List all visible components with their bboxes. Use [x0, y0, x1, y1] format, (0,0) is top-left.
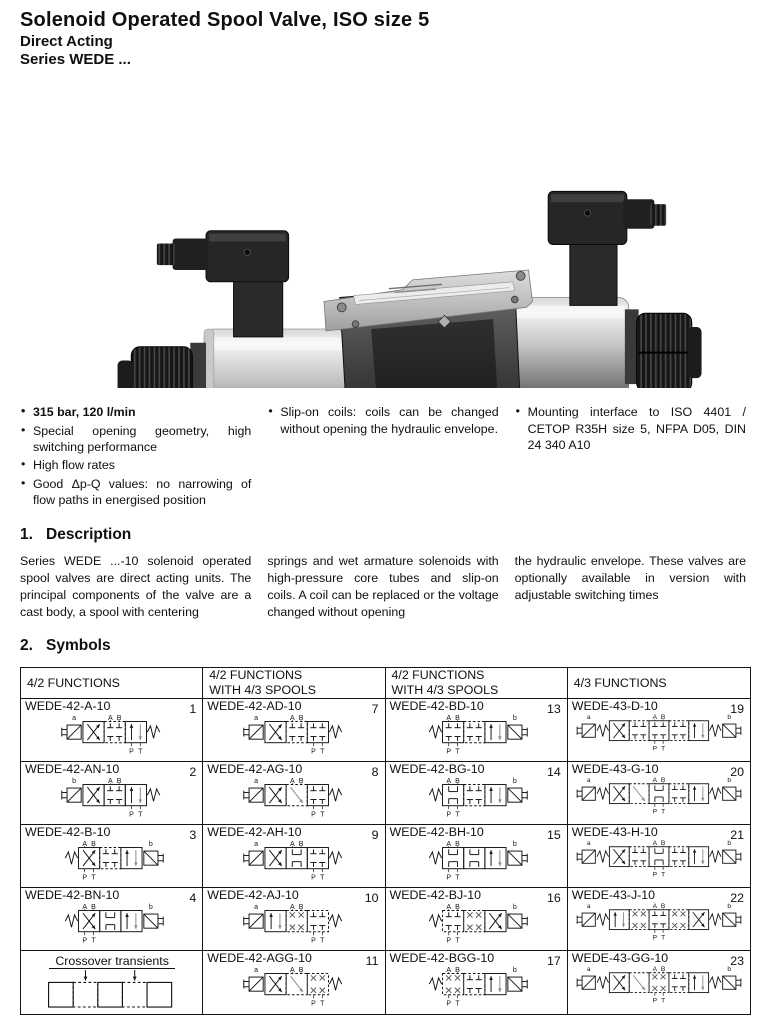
svg-text:b: b	[71, 777, 76, 785]
svg-text:P: P	[310, 748, 316, 756]
svg-text:P: P	[653, 871, 658, 879]
svg-text:P: P	[81, 874, 87, 882]
symbol-number: 21	[730, 827, 744, 842]
svg-text:b: b	[148, 903, 153, 911]
svg-text:b: b	[727, 713, 732, 721]
symbol-number: 16	[546, 890, 561, 905]
svg-text:T: T	[455, 748, 460, 756]
svg-text:a: a	[254, 777, 258, 785]
valve-symbol-diagram	[424, 962, 529, 1008]
svg-text:P: P	[446, 748, 452, 756]
svg-text:T: T	[137, 811, 143, 819]
svg-text:T: T	[320, 1000, 325, 1008]
valve-symbol-diagram	[424, 899, 529, 945]
feature-bullet: • High flow rates	[20, 457, 251, 473]
svg-text:a: a	[587, 902, 591, 910]
page-subtitle-1: Direct Acting	[20, 32, 113, 50]
svg-text:B: B	[298, 777, 304, 785]
svg-text:P: P	[653, 997, 658, 1005]
feature-col-3	[515, 404, 746, 510]
valve-symbol-diagram	[575, 773, 743, 816]
svg-text:T: T	[661, 745, 666, 753]
svg-text:P: P	[310, 1000, 316, 1008]
valve-model-name: WEDE-42-AGG-10	[207, 950, 312, 965]
symbol-cell	[386, 699, 568, 762]
valve-model-name: WEDE-42-BH-10	[389, 824, 484, 839]
svg-text:T: T	[455, 1000, 460, 1008]
symbol-cell	[386, 951, 568, 1014]
svg-text:P: P	[446, 874, 452, 882]
svg-text:T: T	[661, 997, 666, 1005]
valve-symbol-diagram	[242, 773, 347, 819]
svg-text:a: a	[254, 714, 258, 722]
page-header	[20, 9, 746, 69]
symbol-number: 19	[730, 701, 744, 716]
svg-text:P: P	[653, 808, 658, 816]
svg-text:b: b	[727, 902, 732, 910]
svg-text:B: B	[455, 840, 461, 848]
svg-text:b: b	[513, 777, 517, 785]
svg-text:A: A	[653, 902, 658, 910]
page-subtitle-2: Series WEDE ...	[20, 50, 131, 68]
symbol-cell	[568, 762, 750, 825]
svg-text:B: B	[455, 777, 461, 785]
svg-text:T: T	[320, 937, 325, 945]
symbol-number: 10	[364, 890, 379, 905]
svg-text:T: T	[90, 937, 96, 945]
svg-text:A: A	[653, 776, 658, 784]
valve-model-name: WEDE-43-H-10	[571, 824, 658, 839]
svg-text:A: A	[446, 840, 452, 848]
section-number: 1.	[20, 526, 33, 544]
svg-text:P: P	[653, 934, 658, 942]
manual-override-knob-left	[131, 347, 192, 388]
section-title: Symbols	[46, 636, 111, 654]
valve-symbol-diagram	[575, 962, 743, 1005]
symbols-heading	[20, 637, 746, 655]
symbol-number: 9	[371, 827, 379, 842]
symbol-number: 3	[189, 827, 197, 842]
symbol-number: 14	[546, 764, 561, 779]
valve-model-name: WEDE-42-BG-10	[389, 761, 485, 776]
svg-text:A: A	[289, 903, 295, 911]
symbols-col-header: 4/3 FUNCTIONS	[568, 668, 750, 699]
svg-text:b: b	[148, 840, 153, 848]
feature-bullets	[20, 404, 746, 510]
svg-text:A: A	[446, 714, 452, 722]
svg-text:T: T	[320, 874, 325, 882]
valve-symbol-diagram	[60, 710, 165, 756]
svg-text:B: B	[298, 714, 304, 722]
svg-text:B: B	[661, 965, 666, 973]
valve-symbol-diagram	[242, 836, 347, 882]
symbol-cell	[568, 888, 750, 951]
symbols-col-header: 4/2 FUNCTIONS WITH 4/3 SPOOLS	[386, 668, 568, 699]
valve-model-name: WEDE-42-A-10	[25, 698, 111, 713]
svg-text:T: T	[661, 871, 666, 879]
valve-symbol-diagram	[575, 899, 743, 942]
symbols-col-header: 4/2 FUNCTIONS	[21, 668, 203, 699]
symbol-cell	[21, 888, 203, 951]
valve-model-name: WEDE-42-BD-10	[389, 698, 484, 713]
svg-text:B: B	[116, 714, 122, 722]
section-title: Description	[46, 526, 132, 544]
svg-text:A: A	[289, 777, 295, 785]
plate-screw	[337, 303, 346, 312]
svg-text:B: B	[455, 903, 461, 911]
symbol-cell	[203, 825, 385, 888]
symbols-col-header: 4/2 FUNCTIONS WITH 4/3 SPOOLS	[203, 668, 385, 699]
symbol-number: 2	[189, 764, 197, 779]
symbol-number: 1	[189, 701, 197, 716]
svg-text:T: T	[661, 808, 666, 816]
svg-text:B: B	[298, 903, 304, 911]
valve-model-name: WEDE-42-BJ-10	[389, 887, 482, 902]
feature-bullet: • Mounting interface to ISO 4401 / CETOP R35H size 5, NFPA D05, DIN 24 340 A10	[515, 404, 746, 453]
svg-text:A: A	[107, 714, 113, 722]
valve-symbol-diagram	[575, 836, 743, 879]
svg-text:P: P	[310, 937, 316, 945]
symbol-cell	[21, 762, 203, 825]
svg-text:T: T	[661, 934, 666, 942]
feature-col-1	[20, 404, 251, 510]
svg-text:B: B	[455, 966, 461, 974]
svg-text:B: B	[298, 966, 304, 974]
svg-text:A: A	[289, 714, 295, 722]
valve-symbol-diagram	[60, 773, 165, 819]
valve-model-name: WEDE-43-J-10	[571, 887, 656, 902]
valve-model-name: WEDE-42-AH-10	[207, 824, 302, 839]
valve-model-name: WEDE-42-AN-10	[25, 761, 120, 776]
gland-cap-right	[650, 204, 666, 226]
symbols-section	[20, 637, 746, 1015]
crossover-transients-diagram	[41, 969, 183, 1011]
connector-screw-left	[244, 249, 250, 255]
svg-text:b: b	[513, 840, 517, 848]
feature-col-2	[267, 404, 498, 510]
description-heading	[20, 526, 746, 544]
plate-screw	[352, 321, 359, 328]
symbol-cell	[21, 699, 203, 762]
svg-text:a: a	[254, 966, 258, 974]
svg-text:B: B	[661, 776, 666, 784]
svg-text:T: T	[455, 874, 460, 882]
valve-body-recess	[371, 319, 499, 388]
symbol-cell	[386, 825, 568, 888]
symbol-cell	[203, 699, 385, 762]
gland-cap-left	[157, 244, 175, 266]
knob-cap-right	[688, 327, 702, 378]
symbol-cell	[568, 951, 750, 1014]
page-title: Solenoid Operated Spool Valve, ISO size 5	[20, 9, 430, 31]
svg-text:A: A	[81, 903, 87, 911]
valve-model-name: WEDE-42-AJ-10	[207, 887, 299, 902]
valve-symbol-diagram	[60, 899, 165, 945]
valve-model-name: WEDE-42-BGG-10	[389, 950, 495, 965]
svg-text:b: b	[513, 966, 517, 974]
svg-text:T: T	[455, 811, 460, 819]
symbol-number: 20	[730, 764, 744, 779]
cable-gland-left	[173, 239, 208, 270]
symbol-cell	[386, 888, 568, 951]
symbol-cell	[568, 699, 750, 762]
svg-text:b: b	[727, 839, 732, 847]
symbol-number: 23	[730, 953, 744, 968]
valve-symbol-diagram	[424, 710, 529, 756]
svg-text:P: P	[81, 937, 87, 945]
feature-bullet: • 315 bar, 120 l/min	[20, 404, 251, 420]
svg-text:b: b	[513, 903, 517, 911]
valve-photo-svg	[58, 95, 708, 388]
din-connector-stem-right	[570, 239, 617, 306]
svg-text:P: P	[128, 748, 134, 756]
crossover-transients-label: Crossover transients	[49, 954, 175, 969]
symbol-cell	[203, 762, 385, 825]
svg-text:P: P	[310, 811, 316, 819]
symbol-number: 13	[546, 701, 561, 716]
svg-text:B: B	[116, 777, 122, 785]
svg-text:T: T	[90, 874, 96, 882]
valve-model-name: WEDE-42-AG-10	[207, 761, 303, 776]
symbols-table	[20, 667, 751, 1015]
svg-text:b: b	[513, 714, 517, 722]
svg-text:B: B	[298, 840, 304, 848]
valve-symbol-diagram	[242, 962, 347, 1008]
valve-model-name: WEDE-42-AD-10	[207, 698, 302, 713]
symbol-number: 22	[730, 890, 744, 905]
svg-text:B: B	[455, 714, 461, 722]
symbol-number: 7	[371, 701, 379, 716]
description-columns	[20, 553, 746, 620]
svg-text:A: A	[446, 903, 452, 911]
feature-bullet: • Good Δp-Q values: no narrowing of flow paths in energised position	[20, 476, 251, 509]
svg-text:B: B	[661, 839, 666, 847]
description-col-3: the hydraulic envelope. These valves are optionally available in version with adjustable switching times	[514, 554, 746, 603]
manual-override-knob-right	[637, 313, 692, 388]
svg-text:P: P	[128, 811, 134, 819]
svg-text:B: B	[90, 903, 96, 911]
symbol-number: 11	[365, 953, 379, 968]
product-photo	[58, 95, 708, 388]
svg-text:T: T	[137, 748, 143, 756]
symbol-number: 4	[189, 890, 197, 905]
symbol-cell	[568, 825, 750, 888]
svg-text:B: B	[661, 902, 666, 910]
plate-screw	[511, 296, 518, 303]
svg-text:A: A	[653, 713, 658, 721]
symbol-number: 8	[371, 764, 379, 779]
svg-text:a: a	[587, 965, 591, 973]
svg-text:A: A	[107, 777, 113, 785]
cable-gland-right	[623, 199, 654, 228]
svg-text:P: P	[653, 745, 658, 753]
symbol-cell	[203, 951, 385, 1014]
symbol-cell	[21, 825, 203, 888]
svg-text:b: b	[727, 965, 732, 973]
description-col-1: Series WEDE ...-10 solenoid operated spool valves are direct acting units. The principal components of the valve are a cast body, a spool with centering	[20, 554, 252, 620]
valve-model-name: WEDE-43-G-10	[571, 761, 659, 776]
svg-text:P: P	[446, 811, 452, 819]
valve-symbol-diagram	[242, 899, 347, 945]
symbol-cell	[21, 951, 203, 1014]
valve-model-name: WEDE-42-B-10	[25, 824, 111, 839]
symbol-cell	[386, 762, 568, 825]
svg-text:T: T	[455, 937, 460, 945]
valve-symbol-diagram	[60, 836, 165, 882]
valve-symbol-diagram	[424, 836, 529, 882]
symbol-number: 15	[546, 827, 561, 842]
feature-bullet: • Special opening geometry, high switching performance	[20, 423, 251, 456]
svg-text:A: A	[289, 966, 295, 974]
svg-text:b: b	[727, 776, 732, 784]
section-number: 2.	[20, 636, 33, 654]
svg-text:A: A	[289, 840, 295, 848]
svg-text:B: B	[90, 840, 96, 848]
valve-symbol-diagram	[575, 710, 743, 753]
svg-text:P: P	[310, 874, 316, 882]
plate-screw	[516, 272, 525, 281]
svg-text:a: a	[71, 714, 76, 722]
valve-model-name: WEDE-42-BN-10	[25, 887, 120, 902]
svg-text:P: P	[446, 1000, 452, 1008]
symbol-number: 17	[546, 953, 561, 968]
svg-text:a: a	[587, 839, 591, 847]
valve-symbol-diagram	[424, 773, 529, 819]
svg-text:P: P	[446, 937, 452, 945]
svg-text:A: A	[81, 840, 87, 848]
svg-text:A: A	[653, 839, 658, 847]
svg-text:a: a	[587, 713, 591, 721]
svg-text:A: A	[446, 966, 452, 974]
symbol-cell	[203, 888, 385, 951]
svg-text:T: T	[320, 811, 325, 819]
svg-text:a: a	[587, 776, 591, 784]
knob-cap-left	[118, 361, 134, 389]
feature-bullet: • Slip-on coils: coils can be changed without opening the hydraulic envelope.	[267, 404, 498, 437]
svg-text:a: a	[254, 840, 258, 848]
valve-model-name: WEDE-43-GG-10	[571, 950, 669, 965]
svg-text:T: T	[320, 748, 325, 756]
valve-model-name: WEDE-43-D-10	[571, 698, 658, 713]
description-section	[20, 526, 746, 620]
svg-text:B: B	[661, 713, 666, 721]
svg-text:A: A	[653, 965, 658, 973]
svg-text:A: A	[446, 777, 452, 785]
connector-screw-right	[584, 210, 590, 216]
valve-symbol-diagram	[242, 710, 347, 756]
svg-text:a: a	[254, 903, 258, 911]
description-col-2: springs and wet armature solenoids with high-pressure core tubes and slip-on coils. A coil can be replaced or the voltage changed without opening	[267, 554, 499, 620]
